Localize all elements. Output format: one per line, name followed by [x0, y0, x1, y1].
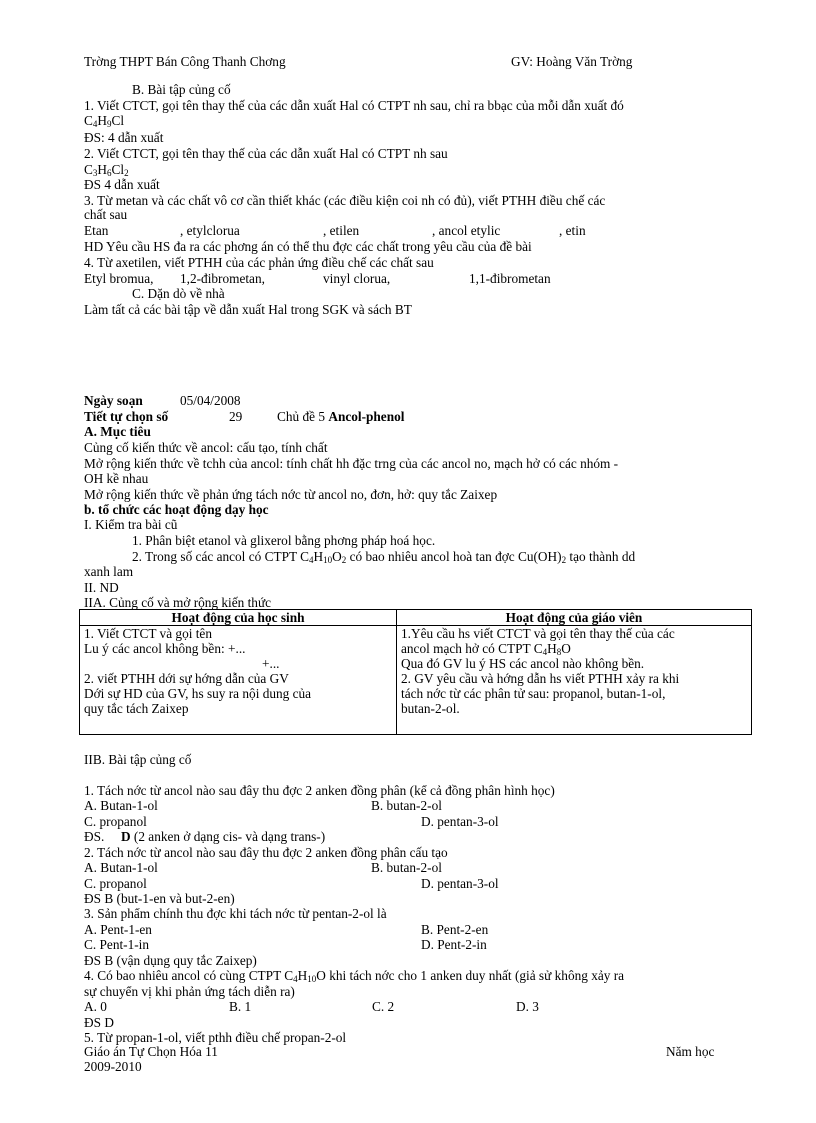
- content-a-title: IIA. Củng cố và mở rộng kiến thức: [84, 595, 272, 610]
- check-q2: 2. Trong số các ancol có CTPT $C_4H_{10}O_2$ có bao nhiêu ancol hoà tan đợc $Cu(OH)_2$ tạo thành dd: [132, 549, 636, 565]
- section-b-q2-formula: $C_3H_6Cl_2$: [84, 162, 129, 178]
- content-title: II. ND: [84, 580, 119, 595]
- table-header-students: Hoạt động của học sinh: [80, 610, 397, 626]
- section-b-q4-item: 1,2-đibrometan,: [180, 271, 265, 286]
- section-b-q2: 2. Viết CTCT, gọi tên thay thế của các dẫn xuất Hal có CTPT nh sau: [84, 146, 448, 161]
- teacher-activity-line: ancol mạch hở có CTPT $C_4H_8O$: [401, 641, 571, 657]
- date-label: Ngày soạn: [84, 393, 143, 408]
- exercise-option: A. Pent-1-en: [84, 922, 152, 937]
- exercise-option: B. 1: [229, 999, 252, 1014]
- student-activity-line: +...: [262, 656, 280, 671]
- student-activity-line: Dới sự HD của GV, hs suy ra nội dung của: [84, 686, 312, 701]
- exercise-option: B. Pent-2-en: [421, 922, 489, 937]
- student-activity-line: 1. Viết CTCT và gọi tên: [84, 626, 212, 641]
- footer-title: Giáo án Tự Chọn Hóa 11: [84, 1044, 218, 1059]
- exercise-option: C. propanol: [84, 814, 147, 829]
- exercise-question: 5. Từ propan-1-ol, viết pthh điều chế propan-2-ol: [84, 1030, 347, 1045]
- section-b-q1: 1. Viết CTCT, gọi tên thay thế của các dẫn xuất Hal có CTPT nh sau, chỉ ra bbạc của mỗi dẫn xuất đó: [84, 98, 624, 113]
- exercise-answer: ĐS B (but-1-en và but-2-en): [84, 891, 235, 906]
- period-label: Tiết tự chọn số: [84, 409, 169, 424]
- teacher-activity-line: tách nớc từ các phân tử sau: propanol, butan-1-ol,: [401, 686, 666, 701]
- objective-line: OH kề nhau: [84, 471, 149, 486]
- section-b-q1-formula: $C_4H_9Cl$: [84, 113, 125, 129]
- objective-line: Mở rộng kiến thức về tchh của ancol: tính chất hh đặc trng của các ancol no, mạch hở có các nhóm -: [84, 456, 619, 471]
- section-b-q1-answer: ĐS: 4 dẫn xuất: [84, 130, 164, 145]
- exercise-question: 1. Tách nớc từ ancol nào sau đây thu đợc 2 anken đồng phân (kể cả đồng phân hình học): [84, 783, 555, 798]
- teacher-activity-line: butan-2-ol.: [401, 701, 460, 716]
- section-b-q4-item: vinyl clorua,: [323, 271, 391, 286]
- section-b-q3-item: , ancol etylic: [432, 223, 501, 238]
- teacher-activity-line: 2. GV yêu cầu và hớng dẫn hs viết PTHH xảy ra khi: [401, 671, 680, 686]
- section-b-q3-item: , etin: [559, 223, 586, 238]
- exercise-option: A. Butan-1-ol: [84, 860, 158, 875]
- section-b-q4-item: Etyl bromua,: [84, 271, 154, 286]
- section-b-q3-item: , etylclorua: [180, 223, 240, 238]
- section-b-q3-hint: HD Yêu cầu HS đa ra các phơng án có thể thu đợc các chất trong yêu cầu của đề bài: [84, 239, 532, 254]
- section-b-q4-item: 1,1-đibrometan: [469, 271, 551, 286]
- exercise-option: C. 2: [372, 999, 395, 1014]
- check-q1: 1. Phân biệt etanol và glixerol bằng phơng pháp hoá học.: [132, 533, 436, 548]
- table-cell-students: [80, 626, 397, 735]
- exercise-option: D. pentan-3-ol: [421, 876, 499, 891]
- exercises-title: IIB. Bài tập củng cố: [84, 752, 192, 767]
- teacher-activity-line: Qua đó GV lu ý HS các ancol nào không bền.: [401, 656, 645, 671]
- section-b-q2-answer: ĐS 4 dẫn xuất: [84, 177, 160, 192]
- footer-year: 2009-2010: [84, 1059, 142, 1074]
- exercise-option: D. Pent-2-in: [421, 937, 487, 952]
- section-c-text: Làm tất cả các bài tập về dẫn xuất Hal trong SGK và sách BT: [84, 302, 412, 317]
- header-teacher: GV: Hoàng Văn Trờng: [511, 54, 633, 69]
- teacher-activity-line: 1.Yêu cầu hs viết CTCT và gọi tên thay thế của các: [401, 626, 675, 641]
- student-activity-line: 2. viết PTHH dới sự hớng dẫn của GV: [84, 671, 289, 686]
- check-q2-cont: xanh lam: [84, 564, 134, 579]
- exercise-option: D. pentan-3-ol: [421, 814, 499, 829]
- exercise-question: 2. Tách nớc từ ancol nào sau đây thu đợc 2 anken đồng phân cấu tạo: [84, 845, 448, 860]
- table-header-teacher: Hoạt động của giáo viên: [397, 610, 752, 626]
- date-value: 05/04/2008: [180, 393, 241, 408]
- topic: Chủ đề 5 Ancol-phenol: [277, 409, 405, 424]
- section-b-title: B. Bài tập củng cố: [132, 82, 231, 97]
- objective-line: Mở rộng kiến thức về phản ứng tách nớc từ ancol no, đơn, hở: quy tắc Zaixep: [84, 487, 498, 502]
- exercise-option: B. butan-2-ol: [371, 798, 442, 813]
- objectives-title: A. Mục tiêu: [84, 424, 151, 439]
- exercise-option: C. Pent-1-in: [84, 937, 150, 952]
- exercise-option: A. 0: [84, 999, 107, 1014]
- table-cell-teacher: [397, 626, 752, 735]
- exercise-option: A. Butan-1-ol: [84, 798, 158, 813]
- footer-year-label: Năm học: [666, 1044, 715, 1059]
- section-b-q3-item: Etan: [84, 223, 109, 238]
- exercise-answer: ĐS. D (2 anken ở dạng cis- và dạng trans-): [84, 829, 326, 844]
- exercise-question: 4. Có bao nhiêu ancol có cùng CTPT $C_4H_{10}O$ khi tách nớc cho 1 anken duy nhất (giả sử không xảy ra: [84, 968, 625, 984]
- student-activity-line: Lu ý các ancol không bền: +...: [84, 641, 246, 656]
- exercise-option: B. butan-2-ol: [371, 860, 442, 875]
- section-b-q4: 4. Từ axetilen, viết PTHH của các phản ứng điều chế các chất sau: [84, 255, 434, 270]
- check-title: I. Kiểm tra bài cũ: [84, 517, 178, 532]
- header-school: Trờng THPT Bán Công Thanh Chơng: [84, 54, 286, 69]
- activity-table: [79, 609, 752, 735]
- exercise-answer: ĐS D: [84, 1015, 114, 1030]
- section-b-q3-item: , etilen: [323, 223, 360, 238]
- section-b-q3-line1: 3. Từ metan và các chất vô cơ cần thiết khác (các điều kiện coi nh có đủ), viết PTHH điều chế các: [84, 193, 606, 208]
- activities-title: b. tổ chức các hoạt động dạy học: [84, 502, 269, 517]
- exercise-question-cont: sự chuyển vị khi phản ứng tách diễn ra): [84, 984, 295, 999]
- section-c-title: C. Dặn dò về nhà: [132, 286, 225, 301]
- section-b-q3-line2: chất sau: [84, 207, 128, 222]
- exercise-answer: ĐS B (vận dụng quy tắc Zaixep): [84, 953, 257, 968]
- objective-line: Củng cố kiến thức về ancol: cấu tạo, tính chất: [84, 440, 328, 455]
- exercise-option: C. propanol: [84, 876, 147, 891]
- exercise-question: 3. Sản phẩm chính thu đợc khi tách nớc từ pentan-2-ol là: [84, 906, 387, 921]
- exercise-option: D. 3: [516, 999, 539, 1014]
- period-value: 29: [229, 409, 243, 424]
- student-activity-line: quy tắc tách Zaixep: [84, 701, 189, 716]
